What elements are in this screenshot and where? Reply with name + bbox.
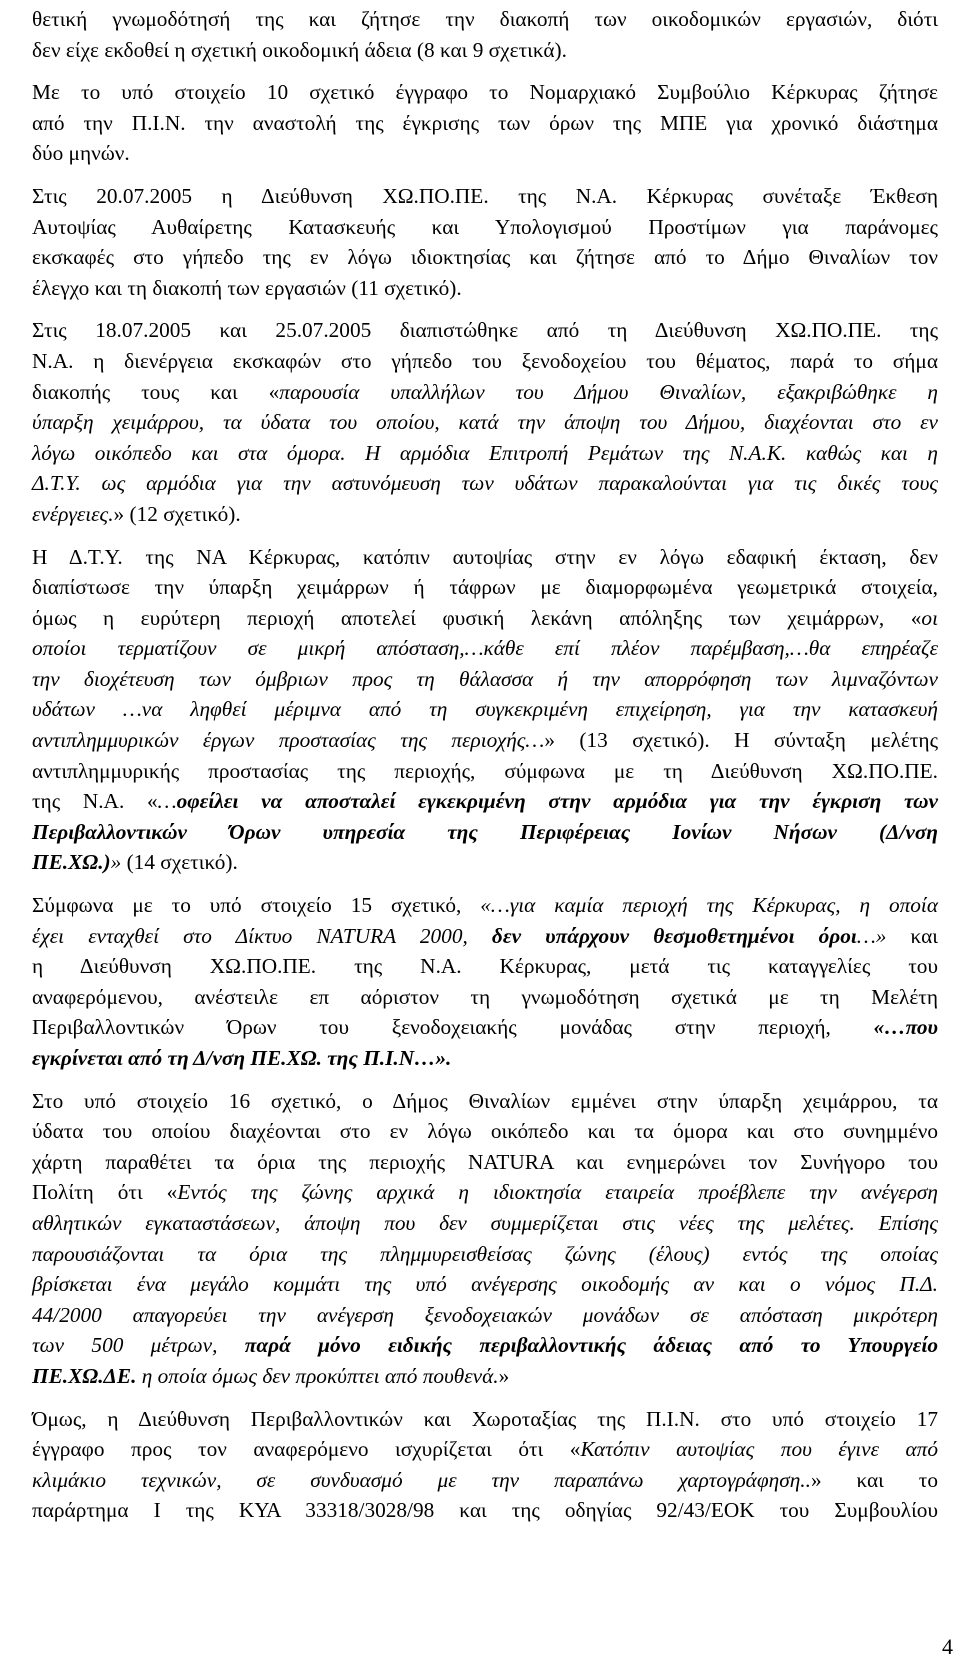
text-line: παράρτημα Ι της ΚΥΑ 33318/3028/98 και της οδηγίας 92/43/ΕΟΚ του Συμβουλίου bbox=[32, 1498, 938, 1523]
quote-segment: …» bbox=[856, 923, 887, 948]
text-line bbox=[32, 468, 938, 499]
text-segment: και bbox=[886, 923, 938, 948]
quote-segment: η οποία όμως δεν προκύπτει από πουθενά. bbox=[136, 1363, 499, 1388]
emphasis-segment: «…που bbox=[873, 1015, 938, 1040]
text-line bbox=[32, 786, 938, 817]
text-line bbox=[32, 1300, 938, 1331]
text-line bbox=[32, 1012, 938, 1043]
text-line: Η Δ.Τ.Υ. της ΝΑ Κέρκυρας, κατόπιν αυτοψίας στην εν λόγω εδαφική έκταση, δεν bbox=[32, 544, 938, 569]
quote-segment: Δ.Τ.Υ. ως αρμόδια για την αστυνόμευση των υδάτων παρακαλούνται για τις δικές τους bbox=[32, 471, 938, 496]
paragraph-5 bbox=[32, 542, 938, 879]
emphasis-segment: ΠΕ.ΧΩ.ΔΕ. bbox=[32, 1363, 137, 1388]
text-line: η Διεύθυνση ΧΩ.ΠΟ.ΠΕ. της Ν.Α. Κέρκυρας, μετά τις καταγγελίες του bbox=[32, 954, 938, 979]
text-line: Ν.Α. η διενέργεια εκσκαφών στο γήπεδο του ξενοδοχείου του θέματος, παρά το σήμα bbox=[32, 348, 938, 373]
text-line bbox=[32, 1330, 938, 1361]
emphasis-segment: Περιβαλλοντικών Όρων υπηρεσία της Περιφέρειας Ιονίων Νήσων (Δ/νση bbox=[32, 819, 938, 844]
quote-segment: βρίσκεται ένα μεγάλο κομμάτι της υπό ανέγερσης οικοδομής αν και ο νόμος Π.Δ. bbox=[32, 1272, 938, 1297]
text-segment: » (13 σχετικό). Η σύνταξη μελέτης bbox=[544, 728, 938, 753]
text-line bbox=[32, 921, 938, 952]
quote-segment: την διοχέτευση των όμβριων προς τη θάλασσα ή την απορρόφηση των λιμναζόντων bbox=[32, 666, 938, 691]
text-line: θετική γνωμοδότησή της και ζήτησε την διακοπή των οικοδομικών εργασιών, διότι bbox=[32, 7, 938, 31]
text-line: δύο μηνών. bbox=[32, 141, 130, 166]
quote-segment: αθλητικών εγκαταστάσεων, άποψη που δεν συμμερίζεται στις νέες της μελέτες. Επίσης bbox=[32, 1210, 938, 1235]
paragraph-1 bbox=[32, 4, 938, 65]
text-line bbox=[32, 499, 938, 530]
text-line bbox=[32, 890, 938, 921]
text-line bbox=[32, 1239, 938, 1270]
quote-segment: Εντός της ζώνης αρχικά η ιδιοκτησία εταιρεία προέβλεπε την ανέγερση bbox=[177, 1180, 938, 1205]
quote-segment: λόγω οικόπεδο και στα όμορα. Η αρμόδια Επιτροπή Ρεμάτων της Ν.Α.Κ. καθώς και η bbox=[32, 440, 938, 465]
text-line bbox=[32, 694, 938, 725]
text-segment: » bbox=[498, 1363, 510, 1388]
text-line bbox=[32, 377, 938, 408]
text-line bbox=[32, 1043, 938, 1074]
text-line bbox=[32, 1465, 938, 1496]
quote-segment: … bbox=[157, 789, 177, 814]
text-line: Στις 20.07.2005 η Διεύθυνση ΧΩ.ΠΟ.ΠΕ. της Ν.Α. Κέρκυρας συνέταξε Έκθεση bbox=[32, 183, 938, 208]
text-line bbox=[32, 664, 938, 695]
quote-segment: έχει ενταχθεί στο Δίκτυο NATURA 2000, bbox=[32, 923, 492, 948]
text-line: Στο υπό στοιχείο 16 σχετικό, ο Δήμος Θιναλίων εμμένει στην ύπαρξη χειμάρρου, τα bbox=[32, 1088, 938, 1113]
text-segment: Περιβαλλοντικών Όρων του ξενοδοχειακής μονάδας στην περιοχή, bbox=[32, 1015, 874, 1040]
quote-segment: ύπαρξη χειμάρρου, τα ύδατα του οποίου, κατά την άποψη του Δήμου, διαχέονται στο εν bbox=[32, 410, 938, 435]
text-line: αναφερόμενου, ανέστειλε επ αόριστον τη γνωμοδότηση σχετικά με τη Μελέτη bbox=[32, 984, 938, 1009]
text-segment: » και το bbox=[810, 1467, 939, 1492]
emphasis-segment: ΠΕ.ΧΩ.) bbox=[32, 850, 111, 875]
text-line: αντιπλημμυρικής προστασίας της περιοχής, σύμφωνα με τη Διεύθυνση ΧΩ.ΠΟ.ΠΕ. bbox=[32, 758, 938, 783]
quote-segment: Κατόπιν αυτοψίας που έγινε από bbox=[580, 1437, 938, 1462]
text-segment: (14 σχετικό). bbox=[121, 850, 238, 875]
quote-segment: οι bbox=[921, 605, 938, 630]
text-line bbox=[32, 847, 938, 878]
text-line: εκσκαφές στο γήπεδο της εν λόγω ιδιοκτησίας και ζήτησε από το Δήμο Θιναλίων τον bbox=[32, 245, 938, 270]
paragraph-7 bbox=[32, 1086, 938, 1392]
text-line: από την Π.Ι.Ν. την αναστολή της έγκρισης των όρων της ΜΠΕ για χρονικό διάστημα bbox=[32, 110, 938, 135]
quote-segment: οποίοι τερματίζουν σε μικρή απόσταση,…κάθε επί πλέον παρέμβαση,…θα επηρέαζε bbox=[32, 636, 938, 661]
quote-segment: ενέργειες. bbox=[32, 501, 114, 526]
quote-segment: «…για καμία περιοχή της Κέρκυρας, η οποία bbox=[480, 893, 939, 918]
text-line: έλεγχο και τη διακοπή των εργασιών (11 σχετικό). bbox=[32, 275, 462, 300]
text-segment: έγγραφο προς τον αναφερόμενο ισχυρίζεται ότι « bbox=[32, 1437, 581, 1462]
text-line: διαπίστωσε την ύπαρξη χειμάρρων ή τάφρων με διαμορφωμένα γεωμετρικά στοιχεία, bbox=[32, 575, 938, 600]
emphasis-segment: οφείλει να αποσταλεί εγκεκριμένη στην αρμόδια για την έγκριση των bbox=[176, 789, 938, 814]
quote-segment: των 500 μέτρων, bbox=[32, 1333, 245, 1358]
emphasis-segment: δεν υπάρχουν θεσμοθετημένοι όροι bbox=[491, 923, 857, 948]
text-line bbox=[32, 1177, 938, 1208]
quote-segment: υδάτων …να ληφθεί μέριμνα από τη συγκεκριμένη επιχείρηση, για την κατασκευή bbox=[32, 697, 938, 722]
text-segment: » (12 σχετικό). bbox=[113, 501, 241, 526]
paragraph-6 bbox=[32, 890, 938, 1074]
text-line bbox=[32, 1434, 938, 1465]
text-line bbox=[32, 817, 938, 848]
emphasis-segment: παρά μόνο ειδικής περιβαλλοντικής άδειας από το Υπουργείο bbox=[244, 1333, 938, 1358]
paragraph-2 bbox=[32, 77, 938, 169]
text-line bbox=[32, 438, 938, 469]
text-line bbox=[32, 603, 938, 634]
quote-segment: παρουσία υπαλλήλων του Δήμου Θιναλίων, εξακριβώθηκε η bbox=[279, 379, 938, 404]
text-segment: της Ν.Α. « bbox=[32, 789, 158, 814]
text-segment: διακοπής τους και « bbox=[32, 379, 280, 404]
page-number: 4 bbox=[942, 1634, 953, 1659]
emphasis-segment: εγκρίνεται από τη Δ/νση ΠΕ.ΧΩ. της Π.Ι.Ν…». bbox=[32, 1046, 452, 1070]
text-segment: Πολίτη ότι « bbox=[32, 1180, 178, 1205]
text-line: ύδατα του οποίου διαχέονται στο εν λόγω οικόπεδο και τα όμορα και στο συνημμένο bbox=[32, 1119, 938, 1144]
text-segment: Σύμφωνα με το υπό στοιχείο 15 σχετικό, bbox=[32, 893, 481, 918]
text-line: δεν είχε εκδοθεί η σχετική οικοδομική άδεια (8 και 9 σχετικά). bbox=[32, 37, 567, 62]
text-segment: όμως η ευρύτερη περιοχή αποτελεί φυσική λεκάνη απόληξης των χειμάρρων, « bbox=[32, 605, 922, 630]
quote-segment: αντιπλημμυρικών έργων προστασίας της περιοχής… bbox=[32, 728, 545, 753]
text-line: χάρτη παραθέτει τα όρια της περιοχής NATURA και ενημερώνει τον Συνήγορο του bbox=[32, 1149, 938, 1174]
text-line bbox=[32, 407, 938, 438]
text-line bbox=[32, 633, 938, 664]
quote-segment: παρουσιάζονται τα όρια της πλημμυρεισθείσας ζώνης (έλους) εντός της οποίας bbox=[32, 1241, 938, 1266]
quote-segment: κλιμάκιο τεχνικών, σε συνδυασμό με την παραπάνω χαρτογράφηση.. bbox=[32, 1467, 811, 1492]
text-line bbox=[32, 1361, 938, 1392]
quote-segment: » bbox=[110, 850, 122, 875]
text-line bbox=[32, 1208, 938, 1239]
text-line: Με το υπό στοιχείο 10 σχετικό έγγραφο το Νομαρχιακό Συμβούλιο Κέρκυρας ζήτησε bbox=[32, 80, 938, 105]
paragraph-8 bbox=[32, 1404, 938, 1526]
text-line bbox=[32, 1269, 938, 1300]
paragraph-3 bbox=[32, 181, 938, 303]
quote-segment: 44/2000 απαγορεύει την ανέγερση ξενοδοχειακών μονάδων σε απόσταση μικρότερη bbox=[32, 1302, 938, 1327]
text-line: Στις 18.07.2005 και 25.07.2005 διαπιστώθηκε από τη Διεύθυνση ΧΩ.ΠΟ.ΠΕ. της bbox=[32, 318, 938, 343]
text-line bbox=[32, 725, 938, 756]
text-line: Αυτοψίας Αυθαίρετης Κατασκευής και Υπολογισμού Προστίμων για παράνομες bbox=[32, 214, 938, 239]
text-line: Όμως, η Διεύθυνση Περιβαλλοντικών και Χωροταξίας της Π.Ι.Ν. στο υπό στοιχείο 17 bbox=[32, 1406, 938, 1431]
paragraph-4 bbox=[32, 315, 938, 529]
